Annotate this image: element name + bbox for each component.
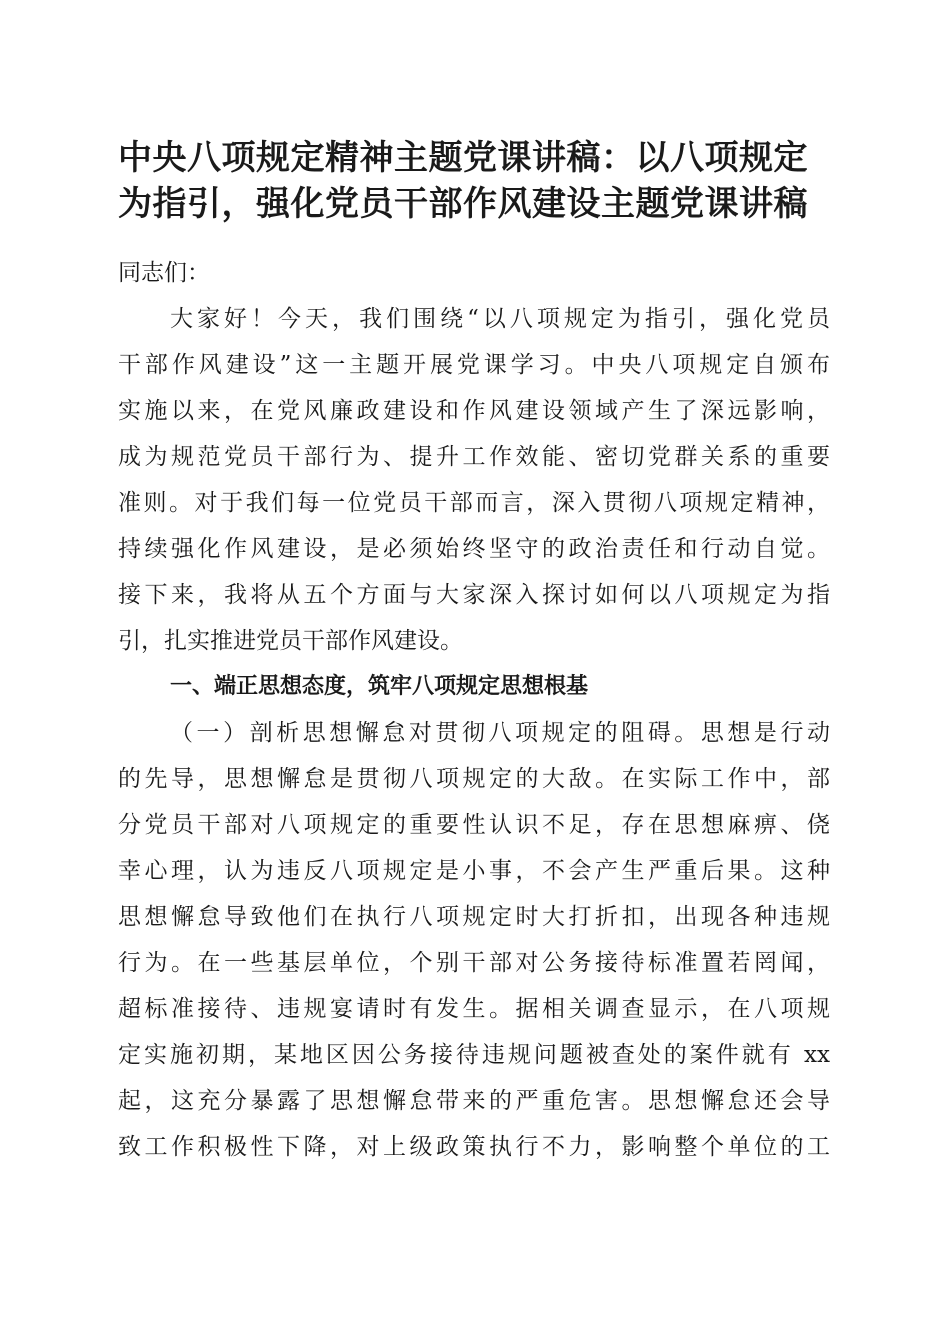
- section-heading: 一、端正思想态度，筑牢八项规定思想根基: [170, 674, 589, 699]
- document-body: [118, 250, 830, 1170]
- subsection-paragraph: [118, 710, 830, 1170]
- document-title: [118, 135, 838, 227]
- paragraph-line: 成为规范党员干部行为、提升工作效能、密切党群关系的重要: [118, 444, 830, 470]
- title-line: 中央八项规定精神主题党课讲稿：以八项规定: [118, 138, 808, 178]
- paragraph-line: 大家好！今天，我们围绕“以八项规定为指引，强化党员: [170, 306, 830, 332]
- title-line: 为指引，强化党员干部作风建设主题党课讲稿: [118, 184, 808, 224]
- paragraph-line: 的先导，思想懈怠是贯彻八项规定的大敌。在实际工作中，部: [118, 766, 830, 792]
- paragraph-line: 定实施初期，某地区因公务接待违规问题被查处的案件就有 xx: [118, 1042, 830, 1068]
- paragraph-line: （一）剖析思想懈怠对贯彻八项规定的阻碍。思想是行动: [170, 720, 830, 746]
- paragraph-line: 干部作风建设”这一主题开展党课学习。中央八项规定自颁布: [118, 352, 830, 378]
- salutation: 同志们：: [118, 260, 210, 286]
- paragraph-line: 思想懈怠导致他们在执行八项规定时大打折扣，出现各种违规: [118, 904, 830, 930]
- paragraph-line: 持续强化作风建设，是必须始终坚守的政治责任和行动自觉。: [118, 536, 830, 562]
- paragraph-line: 幸心理，认为违反八项规定是小事，不会产生严重后果。这种: [118, 858, 830, 884]
- paragraph-line: 准则。对于我们每一位党员干部而言，深入贯彻八项规定精神，: [118, 490, 830, 516]
- paragraph-line: 超标准接待、违规宴请时有发生。据相关调查显示，在八项规: [118, 996, 830, 1022]
- paragraph-line: 致工作积极性下降，对上级政策执行不力，影响整个单位的工: [118, 1134, 830, 1160]
- paragraph-line: 实施以来，在党风廉政建设和作风建设领域产生了深远影响，: [118, 398, 830, 424]
- paragraph-line: 行为。在一些基层单位，个别干部对公务接待标准置若罔闻，: [118, 950, 830, 976]
- paragraph-line: 接下来，我将从五个方面与大家深入探讨如何以八项规定为指: [118, 582, 830, 608]
- paragraph-line: 起，这充分暴露了思想懈怠带来的严重危害。思想懈怠还会导: [118, 1088, 830, 1114]
- paragraph-line: 引，扎实推进党员干部作风建设。: [118, 628, 463, 654]
- paragraph-line: 分党员干部对八项规定的重要性认识不足，存在思想麻痹、侥: [118, 812, 830, 838]
- intro-paragraph: [118, 296, 830, 664]
